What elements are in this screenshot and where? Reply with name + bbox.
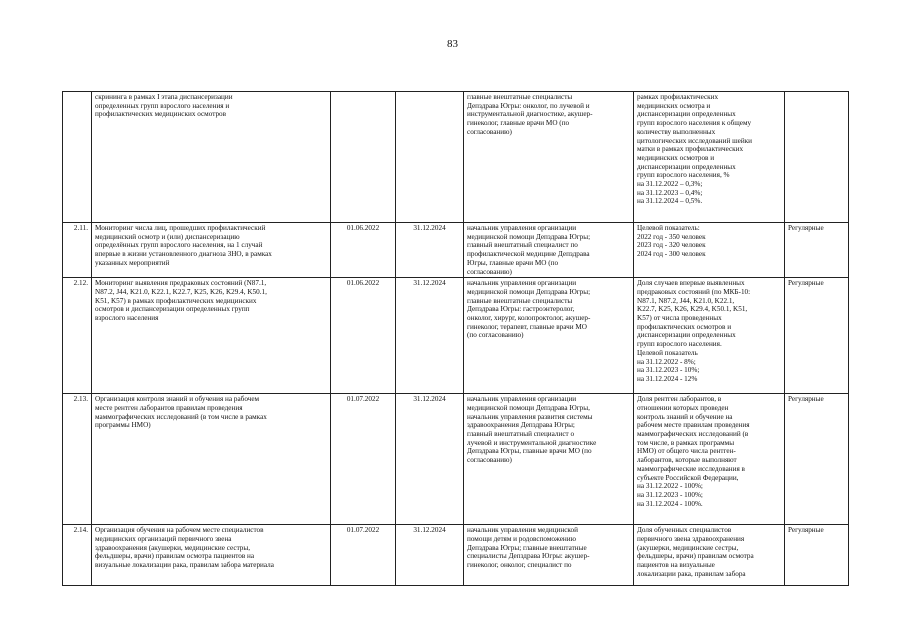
table-row — [63, 223, 849, 278]
measure-name: Организация контроля знаний и обучения на рабочем месте рентген лаборантов правилам проведения маммографических исследований (в том числе в рамках программы НМО) — [92, 394, 331, 525]
indicator: Доля обученных специалистов первичного звена здравоохранения (акушерки, медицинские сестры, фельдшеры, врачи) правилам осмотра пациентов на визуальные локализации рака, правилам забора — [634, 525, 785, 586]
responsible: начальник управления организации медицинской помощи Депздрава Югры; главный внештатный специалист по профилактической медицине Депздрава Югры, главные врачи МО (по согласованию) — [464, 223, 634, 278]
table-row — [63, 525, 849, 586]
table-row — [63, 92, 849, 223]
start-date: 01.07.2022 — [331, 525, 396, 586]
item-number: 2.13. — [63, 394, 92, 525]
start-date: 01.06.2022 — [331, 278, 396, 394]
measure-name: Мониторинг выявления предраковых состояний (N87.1, N87.2, J44, K21.0, K22.1, K22.7, K25, K26, K29.4, K50.1, K51, K57) в рамках профилактических медицинских осмотров и диспансеризации определенных групп взрослого населения — [92, 278, 331, 394]
end-date: 31.12.2024 — [396, 525, 464, 586]
indicator: Целевой показатель: 2022 год - 350 человек 2023 год - 320 человек 2024 год - 300 человек — [634, 223, 785, 278]
indicator: Доля рентген лаборантов, в отношении которых проведен контроль знаний и обучение на рабочем месте правилам проведения маммографических исследований (в том числе, в рамках программы НМО) от общего числа рентген- лаборантов, которые выполняют маммографические исследования в субъекте Российской Федерации, на 31.12.2022 - 100%; на 31.12.2023 - 100%; на 31.12.2024 - 100%. — [634, 394, 785, 525]
measure-name: Мониторинг числа лиц, прошедших профилактический медицинский осмотр и (или) диспансеризацию определённых групп взрослого населения, на 1 случай впервые в жизни установленного диагноза ЗНО, в рамках указанных мероприятий — [92, 223, 331, 278]
indicator: рамках профилактических медицинских осмотра и диспансеризации определенных групп взрослого населения к общему количеству выполненных цитологических исследований шейки матки в рамках профилактических медицинских осмотров и диспансеризации определенных групп взрослого населения, % на 31.12.2022 – 0,3%; на 31.12.2023 – 0,4%; на 31.12.2024 – 0,5%. — [634, 92, 785, 223]
responsible: начальник управления медицинской помощи детям и родовспоможению Депздрава Югры; главные внештатные специалисты Депздрава Югры: акушер- гинеколог, онколог, специалист по — [464, 525, 634, 586]
frequency: Регулярные — [785, 394, 849, 525]
page-number: 83 — [447, 38, 458, 50]
end-date: 31.12.2024 — [396, 223, 464, 278]
item-number: 2.12. — [63, 278, 92, 394]
measure-name: скрининга в рамках I этапа диспансеризации определенных групп взрослого населения и профилактических медицинских осмотров — [92, 92, 331, 223]
indicator: Доля случаев впервые выявленных предраковых состояний (по МКБ-10: N87.1, N87.2, J44, K21.0, K22.1, K22.7, K25, K26, K29.4, K50.1, K51, K57) от числа проведенных профилактических осмотров и диспансеризации определенных групп взрослого населения. Целевой показатель на 31.12.2022 - 8%; на 31.12.2023 - 10%; на 31.12.2024 - 12% — [634, 278, 785, 394]
responsible: начальник управления организации медицинской помощи Депздрава Югры, начальник управления развития системы здравоохранения Депздрава Югры; главный внештатный специалист о лучевой и инструментальной диагностике Депздрава Югры, главные врачи МО (по согласованию) — [464, 394, 634, 525]
measure-name: Организация обучения на рабочем месте специалистов медицинских организаций первичного звена здравоохранения (акушерки, медицинские сестры, фельдшеры, врачи) правилам осмотра пациентов на визуальные локализации рака, правилам забора материала — [92, 525, 331, 586]
frequency — [785, 92, 849, 223]
item-number: 2.11. — [63, 223, 92, 278]
start-date: 01.07.2022 — [331, 394, 396, 525]
start-date — [331, 92, 396, 223]
frequency: Регулярные — [785, 525, 849, 586]
frequency: Регулярные — [785, 223, 849, 278]
responsible: главные внештатные специалисты Депздрава Югры: онколог, по лучевой и инструментальной диагностике, акушер- гинеколог, главные врачи МО (по согласованию) — [464, 92, 634, 223]
item-number — [63, 92, 92, 223]
end-date: 31.12.2024 — [396, 278, 464, 394]
item-number: 2.14. — [63, 525, 92, 586]
measures-table — [62, 91, 849, 586]
start-date: 01.06.2022 — [331, 223, 396, 278]
responsible: начальник управления организации медицинской помощи Депздрава Югры; главные внештатные специалисты Депздрава Югры: гастроэнтеролог, онколог, хирург, колопроктолог, акушер- гинеколог, терапевт, главные врачи МО (по согласованию) — [464, 278, 634, 394]
end-date: 31.12.2024 — [396, 394, 464, 525]
table-row — [63, 278, 849, 394]
frequency: Регулярные — [785, 278, 849, 394]
table-row — [63, 394, 849, 525]
end-date — [396, 92, 464, 223]
